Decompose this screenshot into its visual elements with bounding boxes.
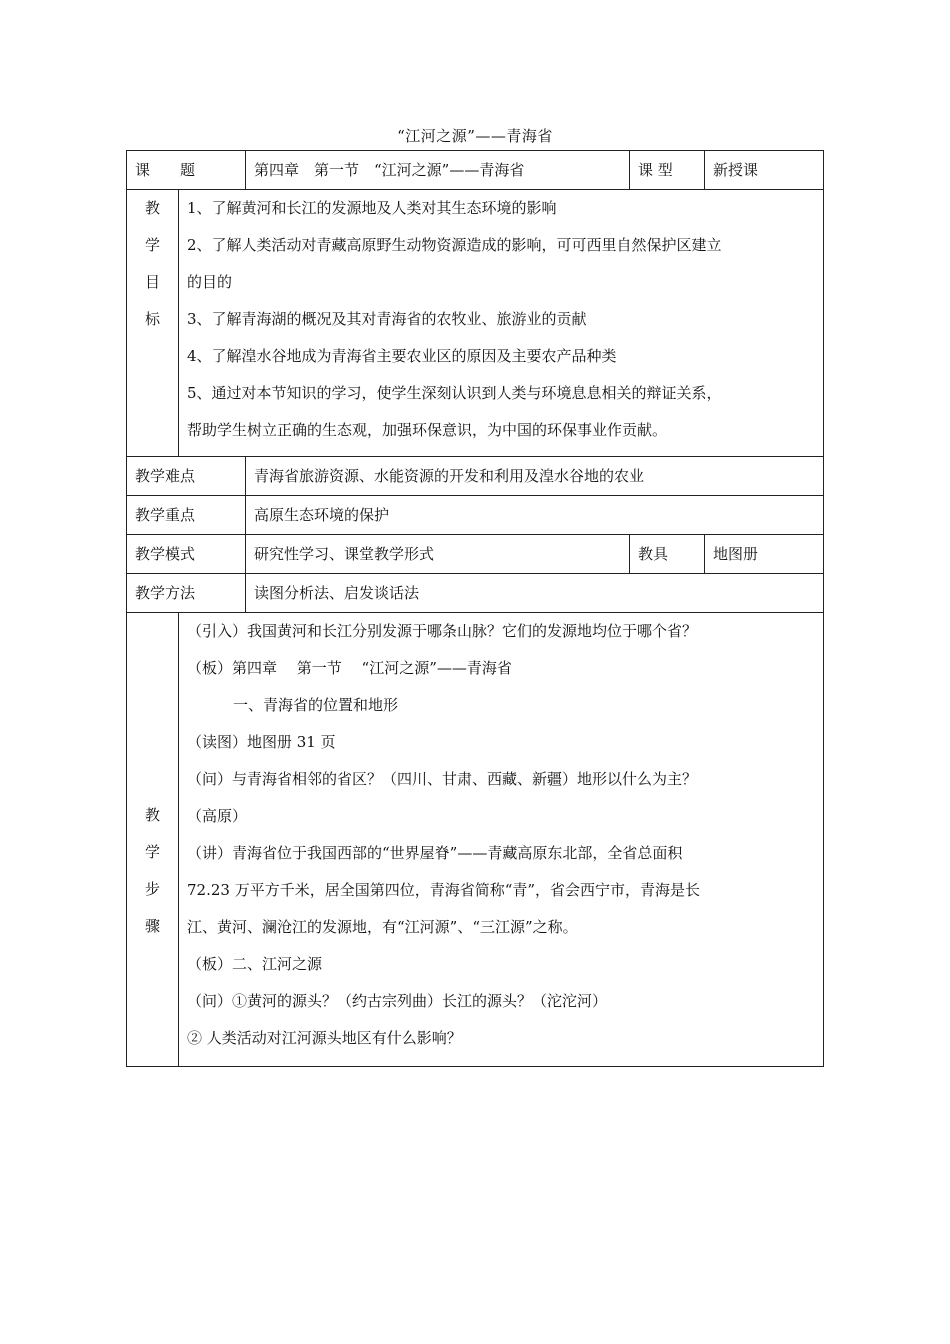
objectives-label-char: 学	[144, 236, 160, 254]
step-line: （板）第四章 第一节 “江河之源”——青海省	[187, 659, 512, 677]
objectives-label-char: 目	[144, 273, 160, 291]
tool-value: 地图册	[705, 535, 824, 574]
steps-content	[179, 613, 824, 1067]
steps-label-char: 教	[144, 806, 160, 824]
topic-label: 课 题	[127, 151, 246, 190]
mode-value: 研究性学习、课堂教学形式	[246, 535, 630, 574]
key-point-value: 高原生态环境的保护	[246, 496, 824, 535]
key-point-label: 教学重点	[127, 496, 246, 535]
steps-label-char: 学	[144, 843, 160, 861]
step-line: 一、青海省的位置和地形	[233, 696, 399, 714]
step-line: （引入）我国黄河和长江分别发源于哪条山脉？它们的发源地均位于哪个省？	[187, 622, 698, 640]
mode-row	[127, 535, 824, 574]
objective-line: 2、了解人类活动对青藏高原野生动物资源造成的影响，可可西里自然保护区建立	[187, 236, 722, 254]
objective-line: 1、了解黄河和长江的发源地及人类对其生态环境的影响	[187, 199, 557, 217]
step-line: （读图）地图册 31 页	[187, 733, 336, 751]
objective-line: 3、了解青海湖的概况及其对青海省的农牧业、旅游业的贡献	[187, 310, 587, 328]
objectives-label-char: 教	[144, 199, 160, 217]
objective-line: 4、了解湟水谷地成为青海省主要农业区的原因及主要农产品种类	[187, 347, 617, 365]
objective-line: 的目的	[187, 273, 233, 291]
difficulty-row	[127, 457, 824, 496]
objective-line: 5、通过对本节知识的学习，使学生深刻认识到人类与环境息息相关的辩证关系，	[187, 384, 722, 402]
method-label: 教学方法	[127, 574, 246, 613]
step-line: ② 人类活动对江河源头地区有什么影响？	[187, 1029, 462, 1047]
step-line: 72.23 万平方千米，居全国第四位，青海省简称“青”，省会西宁市，青海是长	[187, 881, 701, 899]
method-row	[127, 574, 824, 613]
steps-row	[127, 613, 824, 1067]
method-value: 读图分析法、启发谈话法	[246, 574, 824, 613]
step-line: （讲）青海省位于我国西部的“世界屋脊”——青藏高原东北部，全省总面积	[187, 844, 683, 862]
steps-label	[127, 613, 179, 1067]
objectives-row	[127, 190, 824, 457]
steps-label-char: 骤	[144, 917, 160, 935]
lesson-plan-table	[126, 150, 824, 1067]
difficulty-value: 青海省旅游资源、水能资源的开发和利用及湟水谷地的农业	[246, 457, 824, 496]
objectives-label	[127, 190, 179, 457]
difficulty-label: 教学难点	[127, 457, 246, 496]
steps-label-char: 步	[144, 880, 160, 898]
step-line: （板）二、江河之源	[187, 955, 323, 973]
step-line: 江、黄河、澜沧江的发源地，有“江河源”、“三江源”之称。	[187, 918, 578, 936]
key-point-row	[127, 496, 824, 535]
topic-row	[127, 151, 824, 190]
objectives-label-char: 标	[144, 310, 160, 328]
objective-line: 帮助学生树立正确的生态观，加强环保意识，为中国的环保事业作贡献。	[187, 421, 668, 439]
step-line: （高原）	[187, 807, 248, 825]
type-label: 课 型	[630, 151, 705, 190]
step-line: （问）与青海省相邻的省区？（四川、甘肃、西藏、新疆）地形以什么为主？	[187, 770, 698, 788]
type-value: 新授课	[705, 151, 824, 190]
tool-label: 教具	[630, 535, 705, 574]
document-title: “江河之源”——青海省	[397, 127, 553, 145]
mode-label: 教学模式	[127, 535, 246, 574]
objectives-content	[179, 190, 824, 457]
topic-value: 第四章 第一节 “江河之源”——青海省	[246, 151, 630, 190]
step-line: （问）①黄河的源头？（约古宗列曲）长江的源头？（沱沱河）	[187, 992, 608, 1010]
